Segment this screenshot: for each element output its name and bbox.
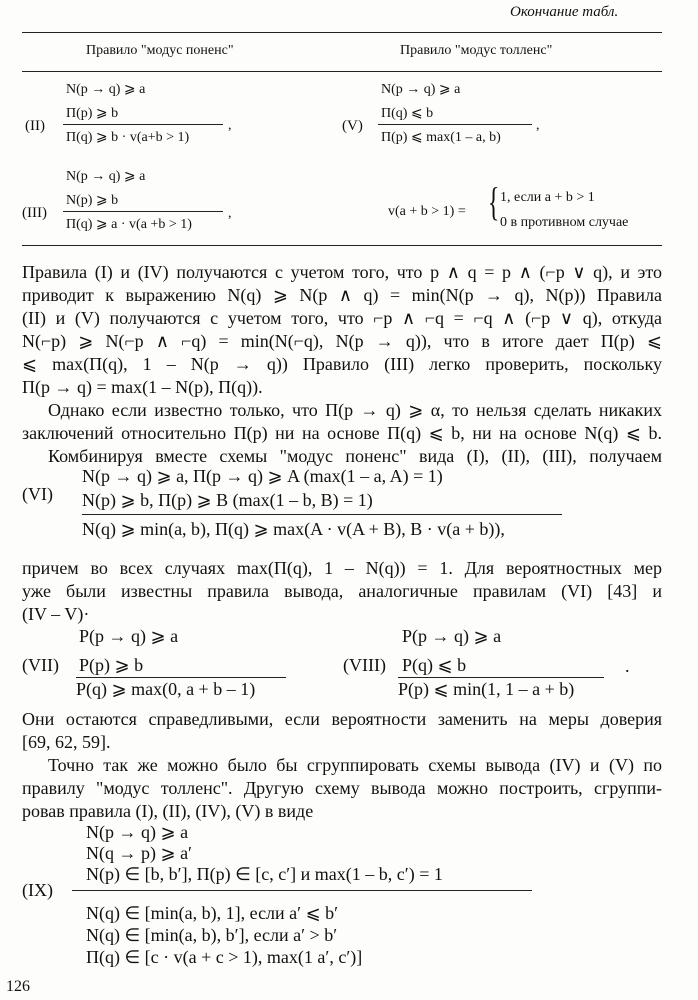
rule-premise: N(p → q) ⩾ a — [66, 82, 146, 97]
v-definition-case: 1, если a + b > 1 — [500, 190, 595, 205]
table-continuation-caption: Окончание табл. — [510, 4, 619, 20]
body-text-line: [69, 62, 59]. — [22, 732, 111, 752]
rule-premise: N(p → q) ⩾ a, Π(p → q) ⩾ A (max(1 – a, A) = 1) — [82, 466, 443, 486]
body-text-line: правилу "модус толленс". Другую схему вывода можно построить, сгруппи- — [22, 778, 662, 798]
inference-line — [63, 211, 223, 212]
col-header-modus-ponens: Правило "модус поненс" — [86, 43, 234, 58]
rule-conclusion: Π(q) ⩾ a · v(a +b > 1) — [66, 217, 192, 232]
rule-label: (III) — [22, 205, 47, 221]
rule-conclusion: P(p) ⩽ min(1, 1 – a + b) — [398, 679, 575, 699]
rule-comma: , — [228, 118, 232, 133]
rule-comma: , — [536, 118, 540, 133]
rule-premise: P(p → q) ⩾ a — [79, 626, 179, 646]
rule-conclusion: P(q) ⩾ max(0, a + b – 1) — [76, 679, 256, 699]
rule-premise: N(p → q) ⩾ a — [66, 169, 146, 184]
table-header-rule — [22, 71, 662, 72]
rule-premise: Π(p) ⩾ b — [66, 106, 119, 121]
table-top-rule — [22, 32, 662, 33]
col-header-modus-tollens: Правило "модус толленс" — [400, 43, 553, 58]
rule-label: (VI) — [22, 484, 53, 504]
body-text-line: причем во всех случаях max(Π(q), 1 – N(q)) = 1. Для вероятностных мер — [22, 558, 662, 578]
inference-line — [76, 677, 286, 678]
inference-line — [63, 124, 223, 125]
rule-premise: N(p → q) ⩾ a — [381, 82, 461, 97]
rule-conclusion: N(q) ⩾ min(a, b), Π(q) ⩾ max(A · v(A + B), B · v(a + b)), — [82, 519, 505, 539]
rule-premise: P(p → q) ⩾ a — [402, 626, 502, 646]
rule-premise: N(q → p) ⩾ a′ — [86, 843, 192, 863]
body-text-line: ровав правила (I), (II), (IV), (V) в виде — [22, 801, 314, 821]
rule-conclusion: Π(q) ∈ [c · v(a + c > 1), max(1 a′, c′)] — [86, 947, 363, 967]
rule-premise: P(p) ⩾ b — [79, 655, 144, 675]
rule-label: (II) — [25, 118, 45, 134]
body-text-line: Комбинируя вместе схемы "модус поненс" вида (I), (II), (III), получаем — [48, 446, 662, 466]
body-text-line: N(⌐p) ⩾ N(⌐p ∧ ⌐q) = min(N(⌐q), N(p → q)), что в итоге дает Π(p) ⩽ — [22, 331, 662, 351]
body-text-line: Π(p → q) = max(1 – N(p), Π(q)). — [22, 377, 263, 397]
body-text-line: Точно так же можно было бы сгруппировать схемы вывода (IV) и (V) по — [48, 755, 662, 775]
rule-label: (VII) — [22, 655, 59, 675]
body-text-line: ⩽ max(Π(q), 1 – N(p → q)) Правило (III) легко проверить, поскольку — [22, 354, 662, 374]
rule-label: (VIII) — [343, 655, 386, 675]
rule-conclusion: N(q) ∈ [min(a, b), b′], если a′ > b′ — [86, 925, 338, 945]
left-brace: { — [487, 179, 500, 224]
body-text-line: Однако если известно только, что Π(p → q) ⩾ α, то нельзя сделать никаких — [48, 400, 662, 420]
body-text-line: Они остаются справедливыми, если вероятности заменить на меры доверия — [22, 709, 662, 729]
inference-line — [378, 124, 532, 125]
rule-premise: N(p) ⩾ b — [66, 193, 119, 208]
page-number: 126 — [6, 978, 30, 995]
inference-line — [72, 890, 532, 891]
rule-premise: Π(q) ⩽ b — [381, 106, 434, 121]
rule-premise: N(p) ⩾ b, Π(p) ⩾ B (max(1 – b, B) = 1) — [82, 490, 373, 510]
rule-period: . — [625, 656, 630, 676]
rule-conclusion: Π(q) ⩾ b · v(a+b > 1) — [66, 130, 190, 145]
body-text-line: заключений относительно Π(p) ни на основе Π(q) ⩽ b, ни на основе N(q) ⩽ b. — [22, 423, 662, 443]
rule-conclusion: Π(p) ⩽ max(1 – a, b) — [381, 130, 501, 145]
inference-line — [398, 677, 604, 678]
body-text-line: (IV – V)· — [22, 604, 90, 624]
v-definition-case: 0 в противном случае — [500, 215, 629, 230]
body-text-line: (II) и (V) получаются с учетом того, что ⌐p ∧ ⌐q = ⌐q ∧ (⌐p ∨ q), откуда — [22, 308, 662, 328]
body-text-line: приводит к выражению N(q) ⩾ N(p ∧ q) = min(N(p → q), N(p)) Правила — [22, 285, 662, 305]
rule-premise: N(p → q) ⩾ a — [86, 822, 189, 842]
table-bottom-rule — [22, 245, 662, 246]
body-text-line: уже были известны правила вывода, аналогичные правилам (VI) [43] и — [22, 581, 662, 601]
v-definition-lhs: v(a + b > 1) = — [388, 204, 466, 219]
inference-line — [82, 514, 562, 515]
rule-conclusion: N(q) ∈ [min(a, b), 1], если a′ ⩽ b′ — [86, 903, 339, 923]
rule-comma: , — [228, 206, 232, 221]
rule-premise: P(q) ⩽ b — [402, 655, 467, 675]
rule-label: (V) — [342, 118, 363, 134]
body-text-line: Правила (I) и (IV) получаются с учетом того, что p ∧ q = p ∧ (⌐p ∨ q), и это — [22, 262, 662, 282]
rule-label: (IX) — [22, 880, 53, 900]
rule-premise: N(p) ∈ [b, b′], Π(p) ∈ [c, c′] и max(1 – b, c′) = 1 — [86, 864, 443, 884]
